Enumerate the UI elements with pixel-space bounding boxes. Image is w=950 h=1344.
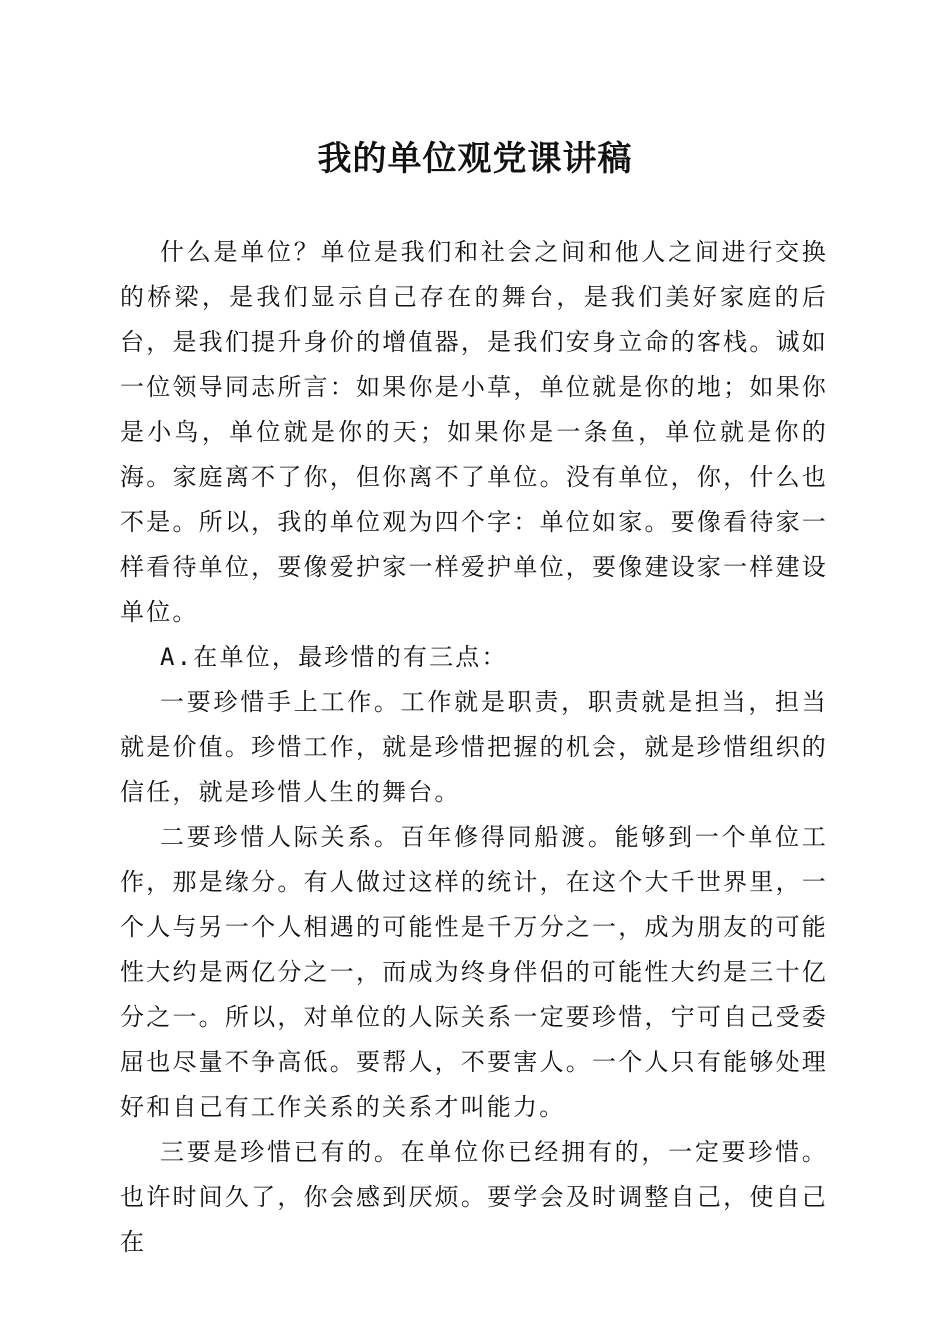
paragraph-cherish-work: 一要珍惜手上工作。工作就是职责，职责就是担当，担当就是价值。珍惜工作，就是珍惜把握的机会，就是珍惜组织的信任，就是珍惜人生的舞台。: [120, 688, 828, 806]
document-body: [120, 230, 828, 1265]
paragraph-cherish-relations: 二要珍惜人际关系。百年修得同船渡。能够到一个单位工作，那是缘分。有人做过这样的统计，在这个大千世界里，一个人与另一个人相遇的可能性是千万分之一，成为朋友的可能性大约是两亿分之一，而成为终身伴侣的可能性大约是三十亿分之一。所以，对单位的人际关系一定要珍惜，宁可自己受委屈也尽量不争高低。要帮人，不要害人。一个人只有能够处理好和自己有工作关系的关系才叫能力。: [120, 823, 828, 1121]
paragraph-cherish-possessions: 三要是珍惜已有的。在单位你已经拥有的，一定要珍惜。也许时间久了，你会感到厌烦。要学会及时调整自己，使自己在: [120, 1138, 828, 1256]
paragraph-intro: 什么是单位？单位是我们和社会之间和他人之间进行交换的桥梁，是我们显示自己存在的舞台，是我们美好家庭的后台，是我们提升身价的增值器，是我们安身立命的客栈。诚如一位领导同志所言：如果你是小草，单位就是你的地；如果你是小鸟，单位就是你的天；如果你是一条鱼，单位就是你的海。家庭离不了你，但你离不了单位。没有单位，你，什么也不是。所以，我的单位观为四个字：单位如家。要像看待家一样看待单位，要像爱护家一样爱护单位，要像建设家一样建设单位。: [120, 238, 828, 626]
document-title: 我的单位观党课讲稿: [317, 139, 633, 179]
paragraph-section-a: A.在单位，最珍惜的有三点：: [160, 643, 508, 671]
